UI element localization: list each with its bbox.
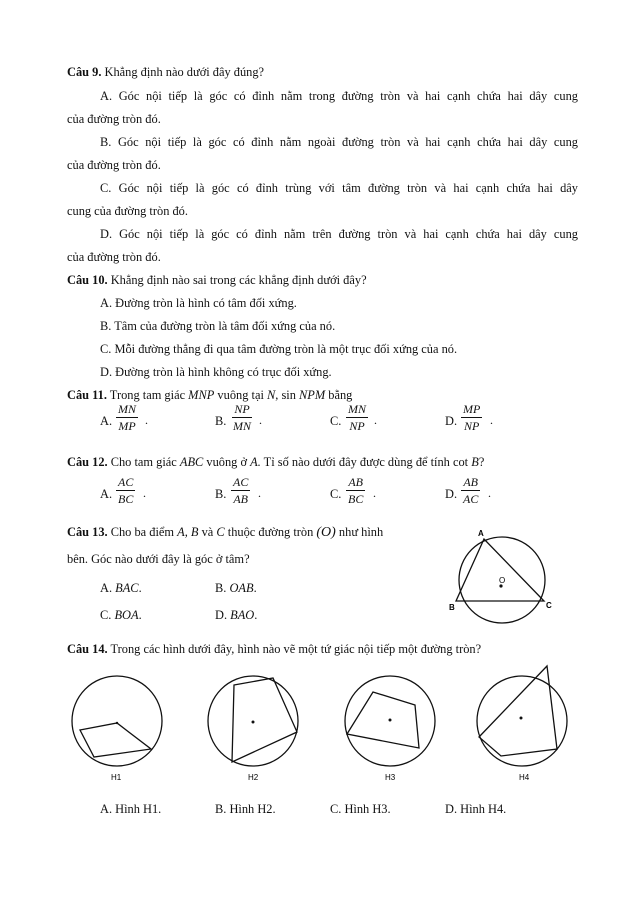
q13-option-d[interactable]: D. BAO. — [215, 608, 258, 622]
q9-option-a-cont: của đường tròn đó. — [67, 112, 161, 126]
q11-option-b-fraction: $\frac{NP}{MN}$ — [233, 402, 251, 433]
q13-label-o: O — [499, 576, 506, 585]
q14-figure-h4[interactable] — [475, 664, 575, 784]
q14-label-h1: H1 — [111, 773, 122, 782]
q14-h4-quad — [479, 666, 557, 756]
q9-option-b-cont: của đường tròn đó. — [67, 158, 161, 172]
q9-stem: Câu 9. Khẳng định nào dưới đây đúng? — [67, 65, 265, 79]
q13-figure — [440, 528, 580, 628]
q9-option-d[interactable]: D. Góc nội tiếp là góc có đỉnh nằm trên đường tròn và hai cạnh chứa hai dây cung — [100, 227, 578, 241]
q9-option-c-cont: cung của đường tròn đó. — [67, 204, 188, 218]
q9-option-c[interactable]: C. Góc nội tiếp là góc có đỉnh trùng với tâm đường tròn và hai cạnh chứa hai dây — [100, 181, 578, 195]
q13-label-a: A — [478, 529, 484, 538]
q14-option-a[interactable]: A. Hình H1. — [100, 802, 162, 816]
q10-option-a[interactable]: A. Đường tròn là hình có tâm đối xứng. — [100, 296, 297, 310]
q14-figure-h2[interactable] — [206, 674, 306, 784]
q14-figure-h1[interactable] — [70, 674, 170, 784]
q13-label-b: B — [449, 603, 455, 612]
q12-option-a-letter: A. — [100, 487, 113, 501]
q11-option-d-fraction: $\frac{MP}{NP}$ — [463, 402, 481, 433]
q10-option-d[interactable]: D. Đường tròn là hình không có trục đối xứng. — [100, 365, 332, 379]
q14-figure-h3[interactable] — [343, 674, 443, 784]
q14-label-h3: H3 — [385, 773, 396, 782]
q9-option-d-cont: của đường tròn đó. — [67, 250, 161, 264]
q14-option-c[interactable]: C. Hình H3. — [330, 802, 391, 816]
q12-option-d-letter: D. — [445, 487, 458, 501]
q14-label-h4: H4 — [519, 773, 530, 782]
q13-stem: Câu 13. Cho ba điểm A, B và C thuộc đường tròn (O) như hình — [67, 525, 384, 540]
q12-option-c-fraction: $\frac{AB}{BC}$ — [348, 475, 364, 506]
q12-stem: Câu 12. Cho tam giác ABC vuông ở A. Tỉ số nào dưới đây được dùng để tính cot B? — [67, 455, 485, 469]
q14-option-b[interactable]: B. Hình H2. — [215, 802, 276, 816]
q14-stem: Câu 14. Trong các hình dưới đây, hình nào vẽ một tứ giác nội tiếp một đường tròn? — [67, 642, 482, 656]
q13-option-c[interactable]: C. BOA. — [100, 608, 142, 622]
q12-option-d-fraction: $\frac{AB}{AC}$ — [463, 475, 479, 506]
q13-stem-cont: bên. Góc nào dưới đây là góc ở tâm? — [67, 552, 250, 566]
q10-option-c[interactable]: C. Mỗi đường thẳng đi qua tâm đường tròn là một trục đối xứng của nó. — [100, 342, 458, 356]
q9-option-a[interactable]: A. Góc nội tiếp là góc có đỉnh nằm trong đường tròn và hai cạnh chứa hai dây cung — [100, 89, 578, 103]
q13-label-c: C — [546, 601, 552, 610]
q11-option-a-fraction: $\frac{MN}{MP}$ — [118, 402, 136, 433]
q13-option-b[interactable]: B. OAB. — [215, 581, 257, 595]
q11-stem: Câu 11. Trong tam giác MNP vuông tại N, sin NPM bằng — [67, 388, 353, 402]
q14-option-d[interactable]: D. Hình H4. — [445, 802, 507, 816]
q14-label-h2: H2 — [248, 773, 259, 782]
q12-option-b-fraction: $\frac{AC}{AB}$ — [233, 475, 249, 506]
q11-option-a-letter: A. — [100, 414, 113, 428]
q11-option-d-letter: D. — [445, 414, 458, 428]
q13-option-a[interactable]: A. BAC. — [100, 581, 142, 595]
q12-option-c-letter: C. — [330, 487, 342, 501]
q12-option-a-fraction: $\frac{AC}{BC}$ — [118, 475, 134, 506]
q11-option-c-letter: C. — [330, 414, 342, 428]
q11-option-b-letter: B. — [215, 414, 227, 428]
q10-option-b[interactable]: B. Tâm của đường tròn là tâm đối xứng của nó. — [100, 319, 336, 333]
q12-option-b-letter: B. — [215, 487, 227, 501]
q10-stem: Câu 10. Khẳng định nào sai trong các khẳng định dưới đây? — [67, 273, 367, 287]
q14-h3-quad — [347, 692, 419, 748]
q11-option-c-fraction: $\frac{MN}{NP}$ — [348, 402, 366, 433]
q9-option-b[interactable]: B. Góc nội tiếp là góc có đỉnh nằm ngoài đường tròn và hai cạnh chứa hai dây cung — [100, 135, 578, 149]
